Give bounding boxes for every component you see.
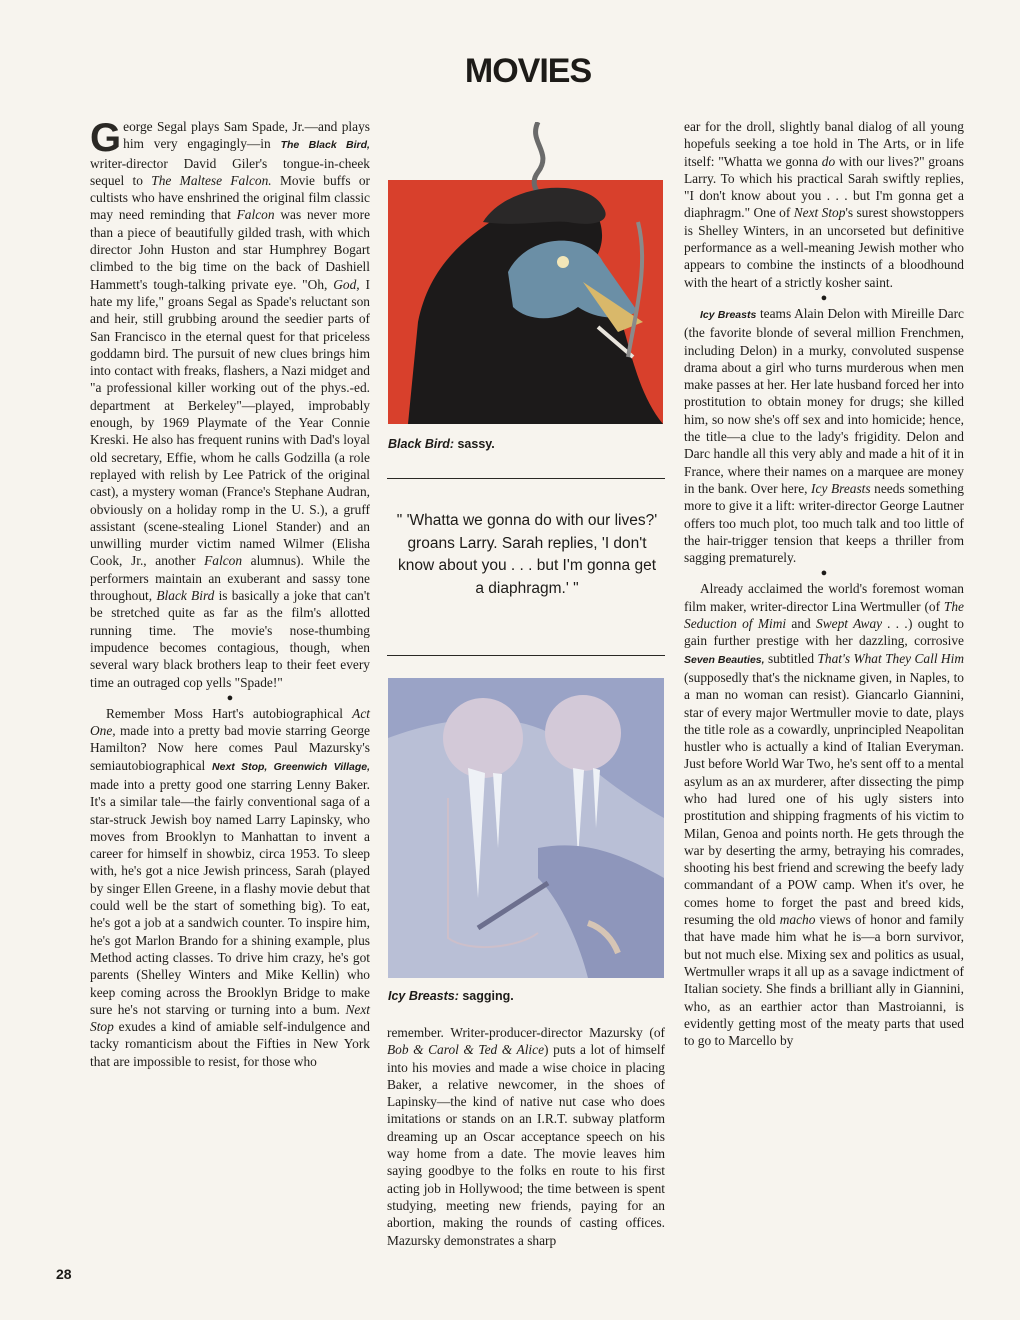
section-title: MOVIES	[464, 52, 592, 90]
pull-quote: " 'Whatta we gonna do with our lives?' groans Larry. Sarah replies, 'I don't know about you . . . but I'm gonna get a diaphragm.' "	[396, 512, 658, 597]
film-title-seven-beauties: Seven Beauties,	[684, 653, 765, 666]
rule-bottom	[387, 655, 665, 656]
article-column-1	[90, 118, 370, 1070]
rule-top	[387, 478, 665, 479]
seven-beauties-review: Already acclaimed the world's foremost woman film maker, writer-director Lina Wertmuller (of The Seduction of Mimi and Swept Away . . .) ought to gain further prestige with her dazzling, corrosive Seven Beauties, subtitled That's What They Call Him (supposedly that's the nickname given, in Naples, to a man no woman can resist). Giancarlo Giannini, star of every major Wertmuller movie to date, plays the title role as a cowardly, unprincipled Neapolitan hustler who is actually a kind of Italian Everyman. Just before World War Two, he's sent off to a mental asylum as an ax murderer, after dissecting the pimp who had lured one of his ugly sisters into prostitution and shipping fragments of his victim to Milan, Genoa and points north. He gets through the war by deserting the army, betraying his comrades, shooting his best friend and screwing the beefy lady commandant of a POW camp. When it's over, he comes home to forget the past and breed kids, resuming the old macho views of honor and family that have made him what he is—a born survivor, but not much else. Mixing sex and politics as usual, Wertmuller wraps it all up as a savage indictment of Italian society. She finds a brilliant ally in Giannini, who, as an earthier actor than Mastroianni, is evidently getting most of the meaty parts that used to go to Marcello by	[684, 581, 965, 1049]
icy-breasts-illustration	[388, 678, 664, 978]
article-column-3	[684, 118, 964, 1049]
icy-breasts-caption: Icy Breasts: sagging.	[388, 989, 514, 1003]
drop-cap: G	[90, 116, 122, 160]
next-stop-review: Remember Moss Hart's autobiographical Act One, made into a pretty bad movie starring George Hamilton? Now here comes Paul Mazursky's semiautobiographical Next Stop, Greenwich Village, made into a pretty good one starring Lenny Baker. It's a similar tale—the fairly conventional saga of a star-struck Jewish boy named Larry Lapinsky, who moves from Brooklyn to Manhattan to invent a career for himself in showbiz, circa 1953. To sleep with, he's got a nice Jewish princess, Sarah (played by singer Ellen Greene, in a flashy movie debut that could well be the start of something big). To eat, he's got a job at a sandwich counter. To inspire him, he's got Marlon Brando for a shining example, plus Method acting classes. To drive him crazy, he's got parents (Shelley Winters and Mike Kellin) who keep coming across the Brooklyn Bridge to make sure he's not starving or turning into a bum. Next Stop exudes a kind of amiable self-indulgence and tacky romanticism about the Fifties in New York that are impossible to resist, for those who	[90, 705, 370, 1069]
icy-breasts-review: Icy Breasts teams Alain Delon with Mireille Darc (the favorite blonde of several million Frenchmen, including Delon) in a murky, convoluted suspense drama about a girl who turns murderous when men make passes at her. Her late husband forced her into prostitution to obtain money for drugs; she killed him, so now she's off sex and into homicide; hence, the title—a clue to the lady's frigidity. Delon and Darc handle all this very ably and made a hit of it in France, where their names on a marquee are money in the bank. Over here, Icy Breasts needs something more to give it a lift: writer-director George Lautner offers too much plot, too much talk and too little of the hair-trigger tension that keeps a thriller from sagging prematurely.	[684, 305, 965, 566]
page-number: 28	[56, 1266, 72, 1282]
next-stop-review-end: ear for the droll, slightly banal dialog of all young hopefuls seeking a toe hold in The Arts, or in life itself: "Whatta we gonna do with our lives?" groans Larry. To which his practical Sarah swiftly replies, "I don't know about you . . . but I'm gonna get a diaphragm." One of Next Stop's surest showstoppers is Shelley Winters, in an uncorseted but definitive performance as a well-meaning Jewish mother who appears to combine the instincts of a bloodhound with the heart of a strictly kosher saint.	[684, 119, 965, 290]
film-title-next-stop: Next Stop, Greenwich Village,	[212, 760, 370, 773]
next-stop-review-continued: remember. Writer-producer-director Mazursky (of Bob & Carol & Ted & Alice) puts a lot of himself into his movies and made a wise choice in placing Baker, a relative newcomer, in the shoes of Lapinsky—the kind of native nut case who does imitations or stands on an I.R.T. subway platform dreaming up an Oscar acceptance speech on his way home from a date. The movie leaves him saying goodbye to the folks en route to his first acting job in Hollywood; the time between is spent studying, meeting new friends, paying for an abortion, making the rounds of casting offices. Mazursky demonstrates a sharp	[387, 1025, 666, 1248]
black-bird-review: George Segal plays Sam Spade, Jr.—and plays him very engagingly—in The Black Bird, writer-director David Giler's tongue-in-cheek sequel to The Maltese Falcon. Movie buffs or cultists who have enshrined the original film classic may need reminding that Falcon was never more than a piece of beautifully gilded trash, with which director John Huston and star Humphrey Bogart climbed to the big time on the back of Dashiell Hammett's tough-talking private eye. "Oh, God, I hate my life," groans Segal as Spade's reluctant son and heir, still grubbing around the seedier parts of San Francisco in the eternal quest for that priceless goddamn bird. The pursuit of new clues brings him into contact with freaks, flashers, a Nazi midget and "a professional killer working out of the phys.-ed. department at Berkeley"—played, improbably enough, by 1969 Playmate of the Year Connie Kreski. He also has frequent runins with Dad's loyal old secretary, Effie, whom he calls Godzilla (a role replayed with relish by Lee Patrick of the original cast), a mystery woman (France's Stephane Audran, obviously on a holiday romp in the U. S.), a gruff assistant (scene-stealing Lionel Stander) and an unwilling murder victim named Wilmer (Elisha Cook, Jr., another Falcon alumnus). While the performers maintain an exuberant and sassy tone throughout, Black Bird is basically a joke that can't be stretched quite as far as the film's allotted running time. The movie's nose-thumbing impudence becomes contagious, though, when several wary black brothers leap to their feet every time an outraged cop yells "Spade!"	[90, 116, 371, 690]
film-title-black-bird: The Black Bird,	[280, 139, 370, 152]
black-bird-illustration	[388, 122, 663, 424]
section-bullet: ●	[820, 291, 828, 304]
film-title-icy-breasts: Icy Breasts	[700, 308, 757, 321]
article-column-2	[387, 1024, 665, 1249]
section-bullet: ●	[226, 691, 234, 704]
black-bird-caption: Black Bird: sassy.	[388, 437, 495, 451]
section-bullet: ●	[820, 567, 828, 580]
